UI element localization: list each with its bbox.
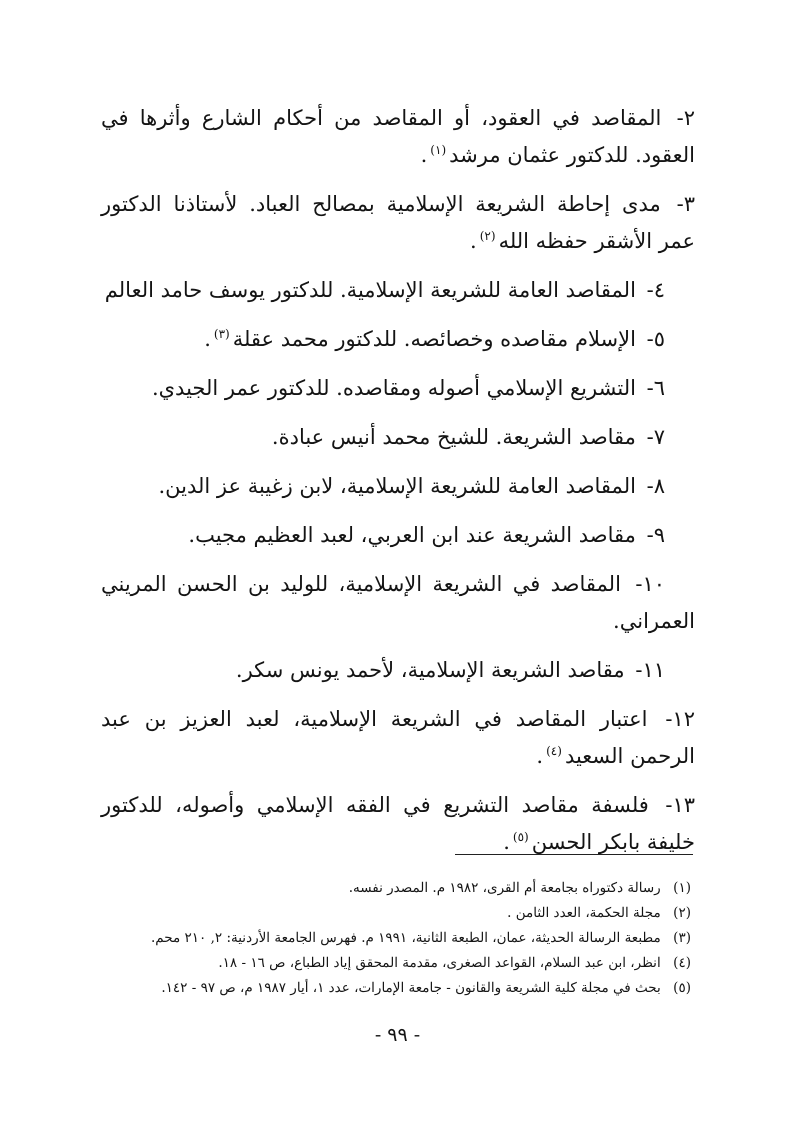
item-text: مدى إحاطة الشريعة الإسلامية بمصالح العباد. لأستاذنا الدكتور عمر الأشقر حفظه الله [101, 192, 695, 253]
footnote-divider [455, 854, 693, 855]
footnote-text: بحث في مجلة كلية الشريعة والقانون - جامعة الإمارات، عدد ١، أيار ١٩٨٧ م، ص ٩٧ - ١٤٢. [161, 980, 661, 996]
item-number: ١٣- [665, 793, 695, 817]
item-text: التشريع الإسلامي أصوله ومقاصده. للدكتور عمر الجيدي. [151, 376, 636, 400]
item-text: مقاصد الشريعة الإسلامية، لأحمد يونس سكر. [235, 658, 625, 682]
footnote-reference: (٢) [479, 229, 496, 243]
item-number: ٥- [646, 327, 665, 351]
item-number: ٢- [676, 106, 695, 130]
footnote-text: مطبعة الرسالة الحديثة، عمان، الطبعة الثانية، ١٩٩١ م. فهرس الجامعة الأردنية: ٢, ٢١٠ محم. [151, 930, 661, 946]
footnote [91, 976, 691, 1001]
item-text: المقاصد في العقود، أو المقاصد من أحكام الشارع وأثرها في العقود. للدكتور عثمان مرشد [101, 106, 695, 167]
footnote-number: (٣) [673, 930, 691, 946]
item-number: ١٠- [635, 572, 665, 596]
list-item [101, 468, 695, 505]
list-item [101, 321, 695, 358]
item-text: المقاصد في الشريعة الإسلامية، للوليد بن الحسن المريني العمراني. [101, 572, 695, 633]
item-number: ٦- [646, 376, 665, 400]
list-item [101, 272, 695, 309]
item-number: ١٢- [665, 707, 695, 731]
footnote [91, 876, 691, 901]
footnotes [91, 876, 691, 1001]
footnote-text: رسالة دكتوراه بجامعة أم القرى، ١٩٨٢ م. المصدر نفسه. [348, 880, 661, 896]
list-item [101, 186, 695, 260]
item-number: ٨- [646, 474, 665, 498]
footnote [91, 926, 691, 951]
item-text: المقاصد العامة للشريعة الإسلامية، لابن زغيبة عز الدين. [158, 474, 636, 498]
item-text: المقاصد العامة للشريعة الإسلامية. للدكتور يوسف حامد العالم [104, 278, 636, 302]
item-period: . [470, 229, 477, 253]
item-period: . [536, 744, 544, 768]
item-period: . [503, 830, 510, 854]
item-text: الإسلام مقاصده وخصائصه. للدكتور محمد عقلة [232, 327, 636, 351]
item-number: ١١- [635, 658, 665, 682]
item-number: ٤- [646, 278, 665, 302]
list-item [101, 100, 695, 174]
item-number: ٩- [646, 523, 665, 547]
item-number: ٧- [646, 425, 665, 449]
footnote-reference: (٥) [512, 830, 529, 844]
footnote-number: (٢) [673, 905, 691, 921]
item-text: فلسفة مقاصد التشريع في الفقه الإسلامي وأصوله، للدكتور خليفة بابكر الحسن [101, 793, 695, 854]
item-number: ٣- [676, 192, 695, 216]
footnote-reference: (٣) [213, 327, 230, 341]
footnote [91, 901, 691, 926]
footnote-number: (٥) [673, 980, 691, 996]
list-item [101, 419, 695, 456]
list-item [101, 652, 695, 689]
reference-list [101, 100, 695, 873]
footnote-number: (٤) [673, 955, 691, 971]
item-text: اعتبار المقاصد في الشريعة الإسلامية، لعبد العزيز بن عبد الرحمن السعيد [101, 707, 695, 768]
list-item [101, 517, 695, 554]
footnote-number: (١) [673, 880, 691, 896]
item-period: . [420, 143, 428, 167]
item-period: . [204, 327, 211, 351]
item-text: مقاصد الشريعة عند ابن العربي، لعبد العظيم مجيب. [188, 523, 636, 547]
footnote-reference: (١) [430, 143, 447, 157]
footnote-text: انظر، ابن عبد السلام، القواعد الصغرى، مقدمة المحقق إياد الطباع، ص ١٦ - ١٨. [218, 955, 661, 971]
footnote [91, 951, 691, 976]
list-item [101, 566, 695, 640]
list-item [101, 370, 695, 407]
footnote-text: مجلة الحكمة، العدد الثامن . [507, 905, 661, 921]
footnote-reference: (٤) [546, 744, 562, 758]
page-number: - ٩٩ - [374, 1024, 421, 1046]
list-item [101, 787, 695, 861]
item-text: مقاصد الشريعة. للشيخ محمد أنيس عبادة. [271, 425, 636, 449]
list-item [101, 701, 695, 775]
